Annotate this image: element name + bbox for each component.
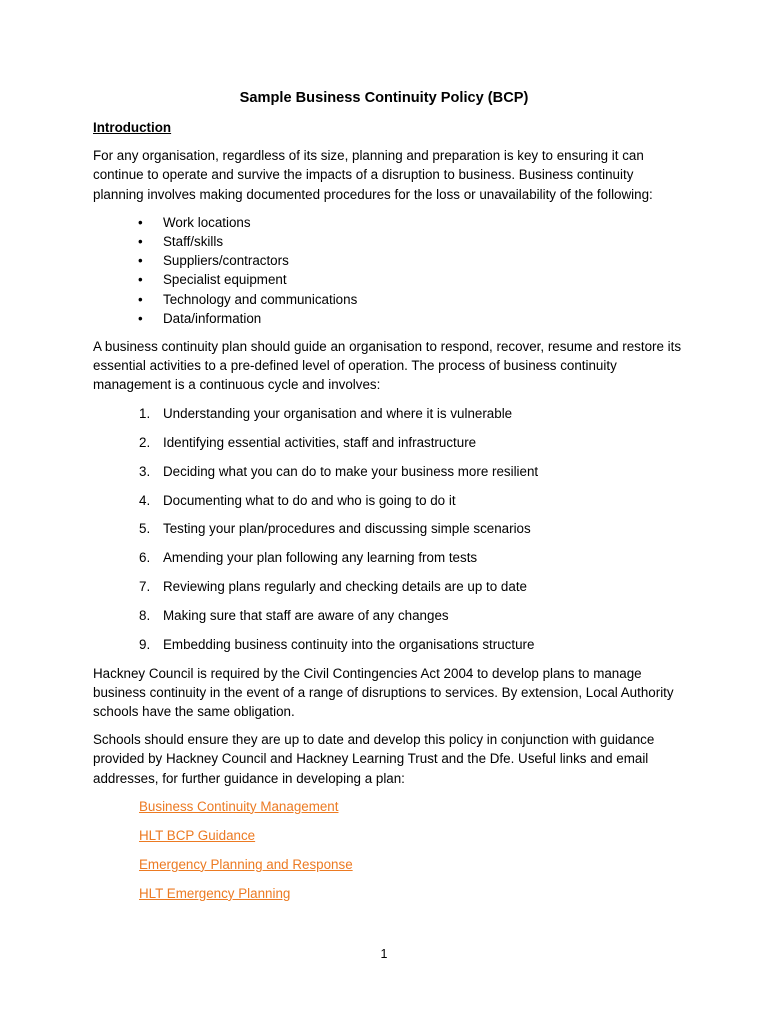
item-number: 3. xyxy=(139,463,151,479)
numbered-item-text: Amending your plan following any learning from tests xyxy=(163,550,478,566)
list-item xyxy=(93,232,683,251)
item-number: 7. xyxy=(139,579,151,595)
continuity-plan-paragraph: A business continuity plan should guide an organisation to respond, recover, resume and restore its essential activities to a pre-defined level of operation. The process of business continuity management is a continuous cycle and involves: xyxy=(93,338,682,393)
item-number: 9. xyxy=(139,637,151,653)
list-item xyxy=(93,213,683,232)
bullet-icon: • xyxy=(138,253,143,269)
item-number: 2. xyxy=(139,434,151,450)
link-item xyxy=(139,826,683,845)
numbered-item xyxy=(93,577,683,596)
item-number: 6. xyxy=(139,550,151,566)
list-item-text: Staff/skills xyxy=(163,234,224,249)
list-item xyxy=(93,270,683,289)
numbered-item-text: Deciding what you can do to make your business more resilient xyxy=(163,463,539,479)
bullet-icon: • xyxy=(138,310,143,326)
numbered-item-text: Understanding your organisation and where it is vulnerable xyxy=(163,405,513,421)
bcm-cycle-numbered-list xyxy=(93,404,683,655)
item-number: 5. xyxy=(139,521,151,537)
list-item-text: Suppliers/contractors xyxy=(163,253,289,269)
numbered-item-text: Making sure that staff are aware of any changes xyxy=(163,608,449,624)
numbered-item-text: Documenting what to do and who is going to do it xyxy=(163,492,456,508)
page-number: 1 xyxy=(380,947,388,961)
numbered-item xyxy=(93,404,683,423)
numbered-item xyxy=(93,433,683,452)
list-item xyxy=(93,309,683,328)
numbered-item-text: Reviewing plans regularly and checking details are up to date xyxy=(163,579,527,595)
introduction-paragraph: For any organisation, regardless of its size, planning and preparation is key to ensuring it can continue to operate and survive the impacts of a disruption to business. Business continuity planning involves making documented procedures for the loss or unavailability of the following: xyxy=(93,148,653,202)
list-item-text: Data/information xyxy=(163,310,262,326)
list-item xyxy=(93,251,683,270)
list-item-text: Work locations xyxy=(163,214,251,230)
bullet-icon: • xyxy=(138,272,143,288)
emergency-planning-response-link[interactable]: Emergency Planning and Response xyxy=(139,856,353,872)
numbered-item xyxy=(93,635,683,654)
list-item xyxy=(93,290,683,309)
link-item xyxy=(139,855,683,874)
item-number: 1. xyxy=(139,405,151,421)
list-item-text: Technology and communications xyxy=(163,291,358,307)
numbered-item-text: Identifying essential activities, staff and infrastructure xyxy=(163,434,477,450)
business-continuity-management-link[interactable]: Business Continuity Management xyxy=(139,798,339,814)
useful-links-list xyxy=(93,797,683,903)
hackney-council-paragraph: Hackney Council is required by the Civil Contingencies Act 2004 to develop plans to manage business continuity in the event of a range of disruptions to services. By extension, Local Authority schools have the same obligation. xyxy=(93,665,674,720)
introduction-heading: Introduction xyxy=(93,120,172,135)
link-item xyxy=(139,797,683,816)
numbered-item xyxy=(93,491,683,510)
schools-guidance-paragraph: Schools should ensure they are up to date and develop this policy in conjunction with guidance provided by Hackney Council and Hackney Learning Trust and the Dfe. Useful links and email addresses, for further guidance in developing a plan: xyxy=(93,732,655,786)
bullet-icon: • xyxy=(138,234,143,249)
numbered-item-text: Testing your plan/procedures and discussing simple scenarios xyxy=(163,521,531,537)
numbered-item xyxy=(93,548,683,567)
unavailability-bullet-list xyxy=(93,213,683,328)
list-item-text: Specialist equipment xyxy=(163,272,287,288)
numbered-item xyxy=(93,606,683,625)
bullet-icon: • xyxy=(138,214,143,230)
document-body xyxy=(93,88,683,913)
hlt-emergency-planning-link[interactable]: HLT Emergency Planning xyxy=(139,885,291,901)
hlt-bcp-guidance-link[interactable]: HLT BCP Guidance xyxy=(139,827,256,843)
numbered-item xyxy=(93,462,683,481)
link-item xyxy=(139,884,683,903)
numbered-item-text: Embedding business continuity into the organisations structure xyxy=(163,637,535,653)
numbered-item xyxy=(93,519,683,538)
bullet-icon: • xyxy=(138,291,143,307)
item-number: 8. xyxy=(139,608,151,624)
item-number: 4. xyxy=(139,492,151,508)
document-title: Sample Business Continuity Policy (BCP) xyxy=(239,90,529,106)
